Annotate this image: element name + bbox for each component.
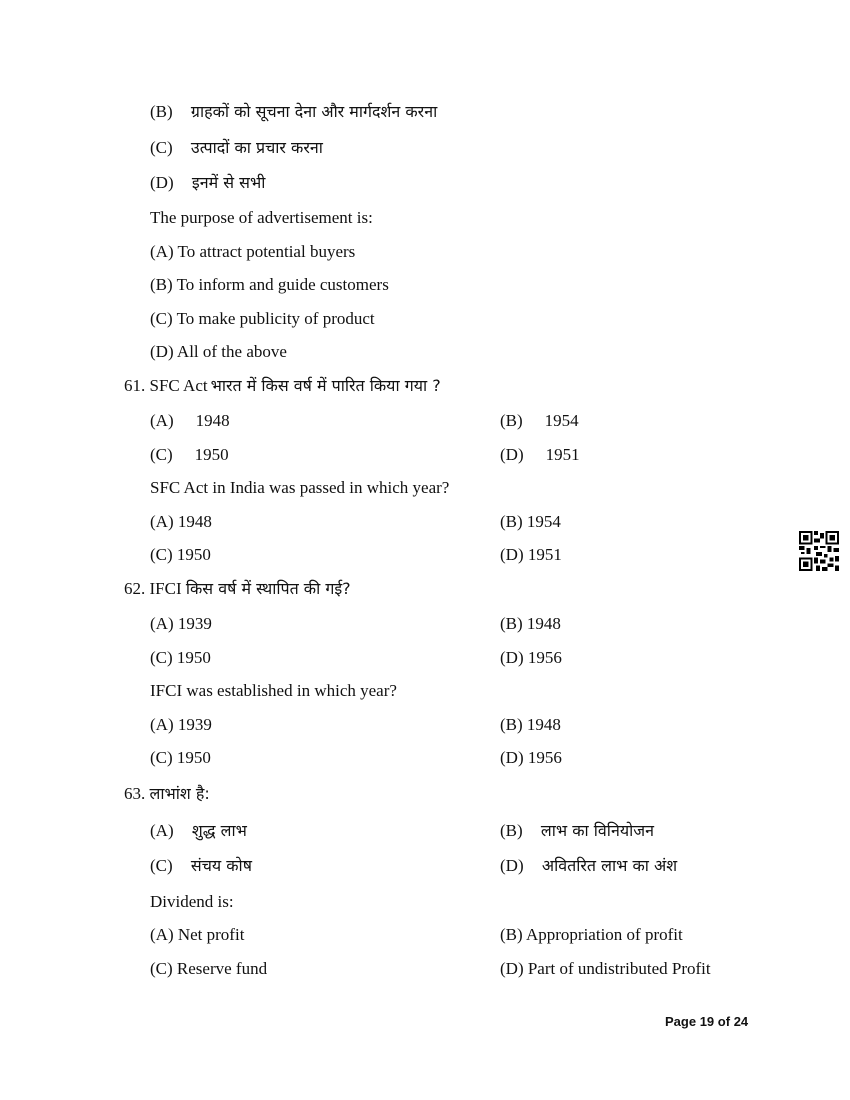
q63-hindi-question: 63. लाभांश है: <box>124 784 210 803</box>
q62-english-option-d: (D) 1956 <box>500 748 562 767</box>
q63-hindi-option-a: (A) शुद्ध लाभ <box>150 821 247 840</box>
q61-hindi-question: 61. SFC Act भारत में किस वर्ष में पारित किया गया ? <box>124 376 441 395</box>
q63-hindi-option-c: (C) संचय कोष <box>150 856 252 875</box>
q60-english-option-a: (A) To attract potential buyers <box>150 242 356 261</box>
q62-english-option-a: (A) 1939 <box>150 715 212 734</box>
total-pages: 24 <box>733 1014 749 1029</box>
q61-hindi-option-c: (C) 1950 <box>150 445 229 464</box>
q60-hindi-option-c: (C) उत्पादों का प्रचार करना <box>150 138 323 157</box>
q60-english-option-d: (D) All of the above <box>150 342 287 361</box>
q63-hindi-option-b: (B) लाभ का विनियोजन <box>500 821 655 840</box>
qr-code-icon <box>799 531 839 571</box>
q61-english-question: SFC Act in India was passed in which year? <box>150 478 450 497</box>
question-number: 61. <box>124 376 146 395</box>
q63-english-question: Dividend is: <box>150 892 234 911</box>
question-number: 63. <box>124 784 146 803</box>
q62-english-option-c: (C) 1950 <box>150 748 211 767</box>
q62-hindi-option-a: (A) 1939 <box>150 614 212 633</box>
q62-hindi-option-c: (C) 1950 <box>150 648 211 667</box>
q60-english-option-b: (B) To inform and guide customers <box>150 275 389 294</box>
q63-english-option-c: (C) Reserve fund <box>150 959 268 978</box>
q63-english-option-a: (A) Net profit <box>150 925 245 944</box>
question-number: 62. <box>124 579 146 598</box>
q60-hindi-option-d: (D) इनमें से सभी <box>150 173 266 192</box>
q60-english-option-c: (C) To make publicity of product <box>150 309 375 328</box>
q63-english-option-d: (D) Part of undistributed Profit <box>500 959 711 978</box>
q63-hindi-option-d: (D) अवितरित लाभ का अंश <box>500 856 678 875</box>
q61-english-option-a: (A) 1948 <box>150 512 212 531</box>
q62-english-option-b: (B) 1948 <box>500 715 561 734</box>
q62-hindi-option-b: (B) 1948 <box>500 614 561 633</box>
q60-english-question: The purpose of advertisement is: <box>150 208 373 227</box>
q61-english-option-d: (D) 1951 <box>500 545 562 564</box>
q61-hindi-option-b: (B) 1954 <box>500 411 579 430</box>
q61-english-option-b: (B) 1954 <box>500 512 561 531</box>
q60-hindi-option-b: (B) ग्राहकों को सूचना देना और मार्गदर्शन करना <box>150 102 438 121</box>
q61-hindi-option-d: (D) 1951 <box>500 445 580 464</box>
q61-english-option-c: (C) 1950 <box>150 545 211 564</box>
q62-hindi-option-d: (D) 1956 <box>500 648 562 667</box>
q62-english-question: IFCI was established in which year? <box>150 681 397 700</box>
page-number: 19 <box>699 1014 715 1029</box>
q63-english-option-b: (B) Appropriation of profit <box>500 925 683 944</box>
q61-hindi-option-a: (A) 1948 <box>150 411 230 430</box>
page-footer: Page 19 of 24 <box>665 1014 749 1029</box>
q62-hindi-question: 62. IFCI किस वर्ष में स्थापित की गई? <box>124 579 351 598</box>
